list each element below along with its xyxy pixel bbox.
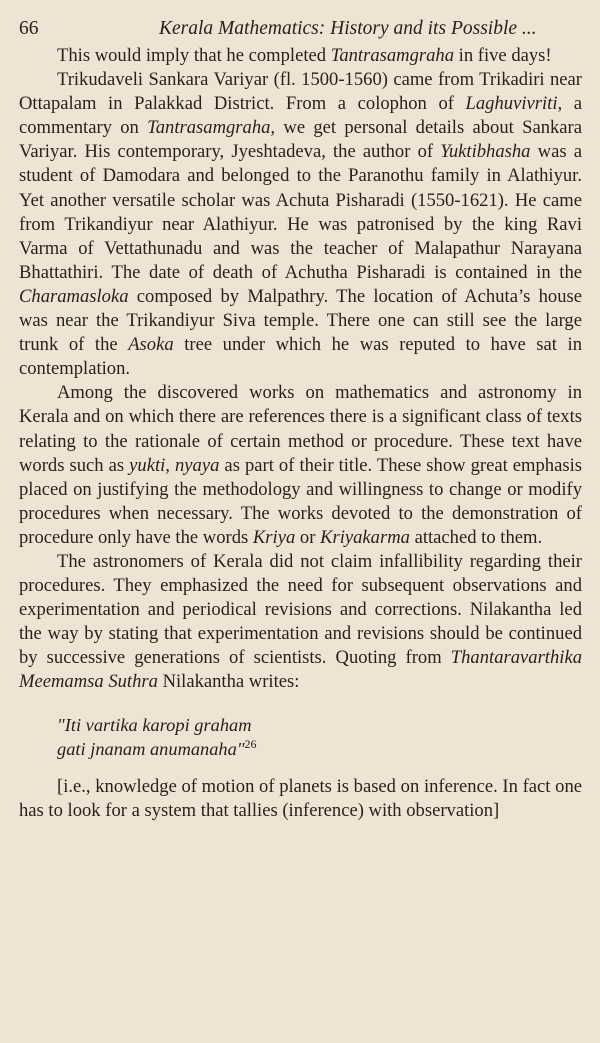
text-run: or [295,526,321,548]
italic-term: Thantaravarthika Meemamsa Suthra [19,647,582,693]
quote-line-2-text: gati jnanam anumanaha" [57,738,245,759]
italic-term: Kriyakarma [320,526,410,548]
italic-term: Charamasloka [19,285,129,307]
quote-line-1: "Iti vartika karopi graham [57,714,252,735]
text-run: composed by Malpathry. The location of Achuta’s house was near the Trikandiyur Siva temple. There one can still see the large trunk of the [19,285,582,356]
running-head: Kerala Mathematics: History and its Possible ... [159,18,537,39]
text-run: Among the discovered works on mathematics and astronomy in Kerala and on which there are references there is a significant class of texts relating to the rationale of certain method or procedure. These text have words such as [19,382,582,476]
text-run: in five days! [454,45,552,66]
text-run: tree under which he was reputed to have sat in contemplation. [19,334,582,380]
italic-term: Tantrasamgraha [330,45,455,66]
italic-term: Asoka [128,334,174,356]
italic-term: Laghuvivriti, [465,93,563,115]
closing-paragraph: [i.e., knowledge of motion of planets is based on inference. In fact one has to look for a system that tallies (inference) with observation] [19,775,582,821]
italic-term: yukti, nyaya [129,454,220,476]
quote-line-2 [57,737,582,761]
text-run: Nilakantha writes: [157,671,300,693]
italic-term: Kriya [252,526,296,548]
paragraph [19,381,582,550]
footnote-reference: 26 [244,736,257,751]
text-run: attached to them. [409,526,543,548]
page-number: 66 [19,18,39,39]
text-run: a commentary on [19,93,582,139]
page-header [19,14,582,44]
paragraph [19,550,582,695]
paragraph [19,44,582,68]
text-run: as part of their title. These show great emphasis placed on justifying the methodology and willingness to change or modify procedures when necessary. The works devoted to the demonstration of procedure only have the words [19,454,582,548]
text-run: Trikudaveli Sankara Variyar (fl. 1500-1560) came from Trikadiri near Ottapalam in Palakkad District. From a colophon of [19,69,582,115]
text-run: was a student of Damodara and belonged to the Paranothu family in Alathiyur. Yet another versatile scholar was Achuta Pisharadi (1550-1621). He came from Trikandiyur near Alathiyur. He was patronised by the king Ravi Varma of Vettathunadu and was the teacher of Malapathur Narayana Bhattathiri. The date of death of Achutha Pisharadi is contained in the [19,141,582,283]
italic-term: Yuktibhasha [440,141,531,163]
text-run: The astronomers of Kerala did not claim infallibility regarding their procedures. They emphasized the need for subsequent observations and experimentation and periodical revisions and corrections. Nilakantha led the way by stating that experimentation and revisions should be continued by successive generations of scientists. Quoting from [19,550,582,669]
text-run: we get personal details about Sankara Variyar. His contemporary, Jyeshtadeva, the author of [19,117,582,163]
italic-term: Tantrasamgraha, [147,117,276,139]
text-run: This would imply that he completed [57,45,331,66]
block-quote [57,713,582,761]
body-text [19,44,582,823]
paragraph [19,68,582,381]
